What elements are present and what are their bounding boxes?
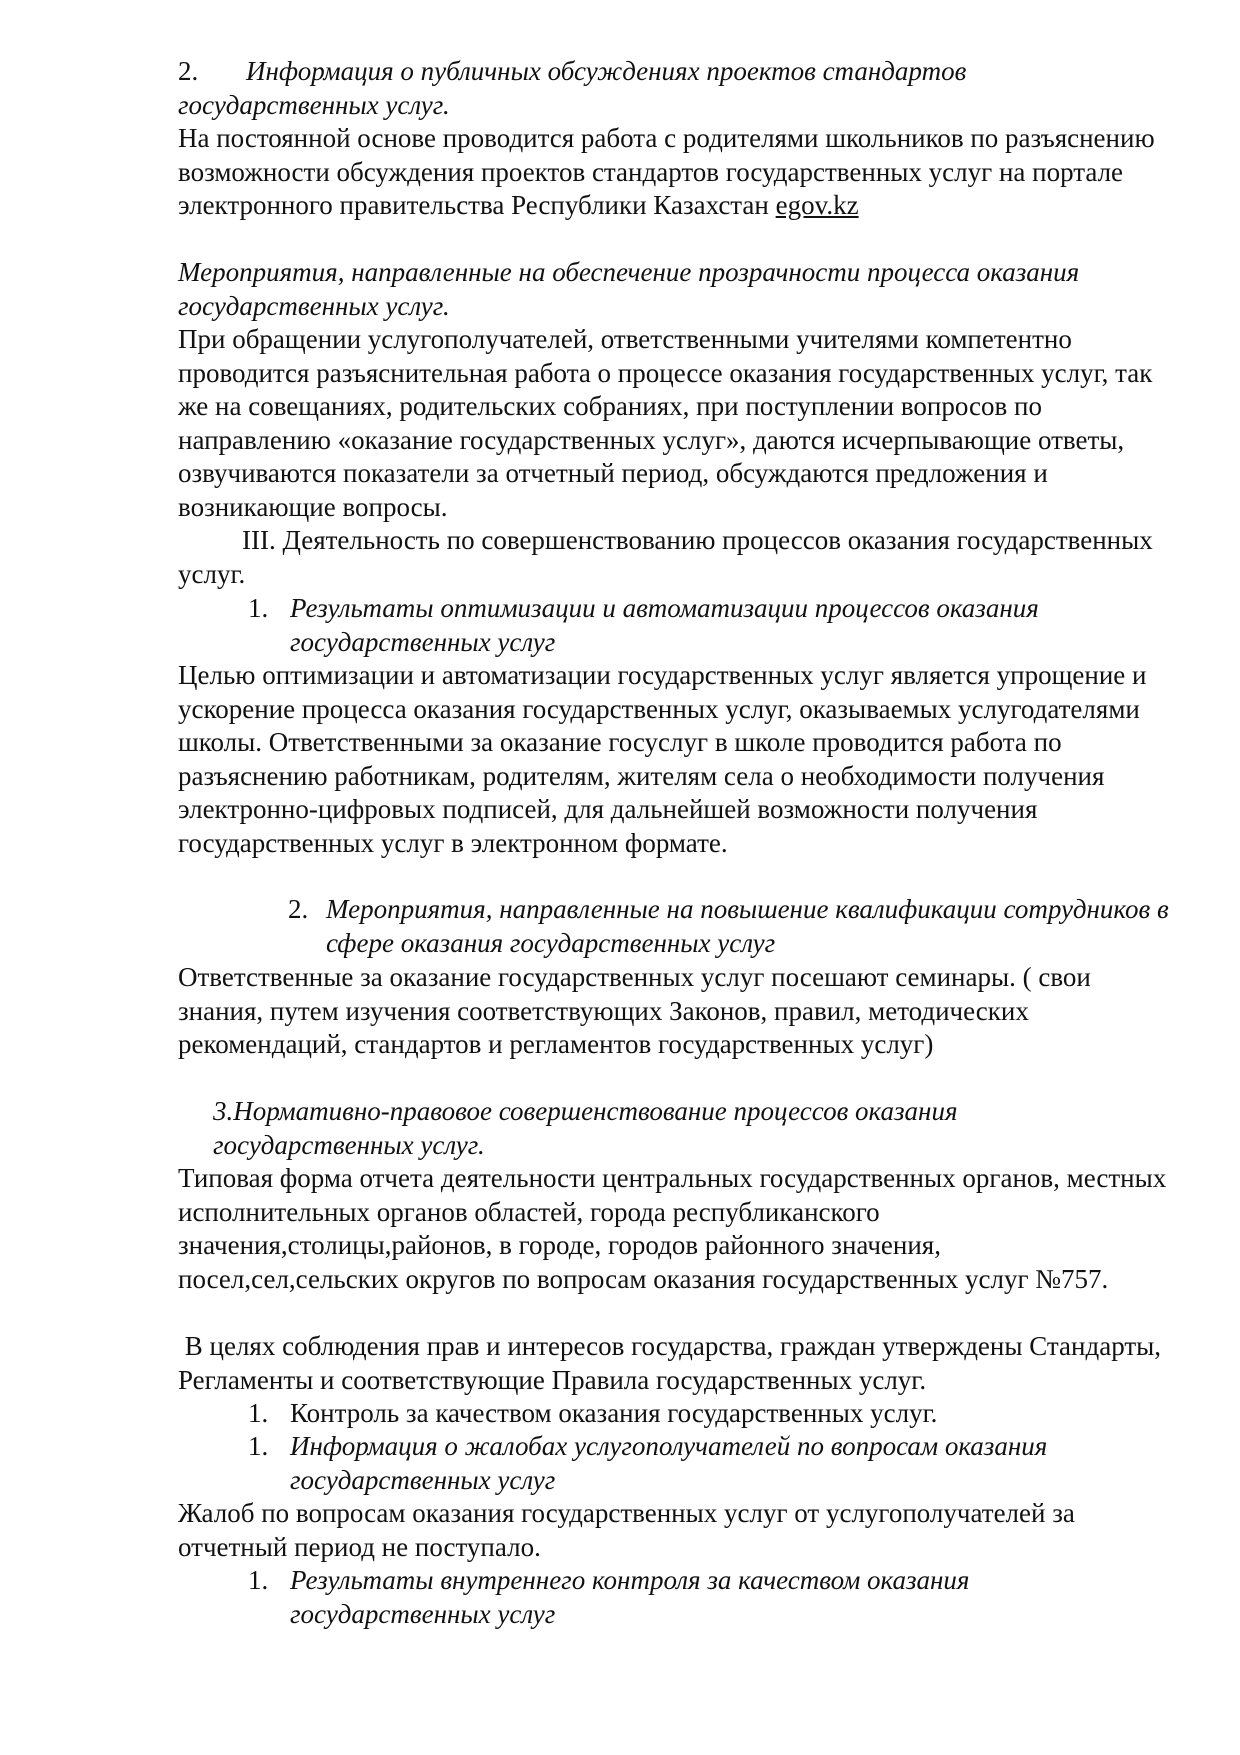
paragraph-optimization: Целью оптимизации и автоматизации государственных услуг является упрощение и ускорение процесса оказания государственных услуг, оказываемых услугодателями школы. Ответственными за оказание госуслуг в школе проводится работа по разъяснению работникам, родителям, жителям села о необходимости получения электронно-цифровых подписей, для дальнейшей возможности получения государственных услуг в электронном формате. — [178, 660, 1147, 858]
list-item-title: Информация о жалобах услугополучателей по вопросам оказания государственных услуг — [290, 1431, 1048, 1495]
list-item-number: 1. — [248, 1431, 269, 1461]
list-item-number: 1. — [248, 1565, 269, 1595]
section-2-number: 2. — [178, 56, 199, 86]
paragraph-complaints: Жалоб по вопросам оказания государственных услуг от услугополучателей за отчетный период не поступало. — [178, 1498, 1075, 1562]
paragraph-standards: В целях соблюдения прав и интересов государства, граждан утверждены Стандарты, Регламенты и соответствующие Правила государственных услуг. — [178, 1331, 1168, 1395]
list-item-number: 1. — [248, 593, 269, 623]
paragraph-transparency: При обращении услугополучателей, ответственными учителями компетентно проводится разъяснительная работа о процессе оказания государственных услуг, так же на совещаниях, родительских собраниях, при поступлении вопросов по направлению «оказание государственных услуг», даются исчерпывающие ответы, озвучиваются показатели за отчетный период, обсуждаются предложения и возникающие вопросы. — [178, 324, 1153, 522]
egov-link[interactable]: egov.kz — [775, 190, 859, 220]
section-2-heading — [178, 55, 1168, 122]
list-item-optimization — [248, 592, 1190, 659]
paragraph-report-form: Типовая форма отчета деятельности центральных государственных органов, местных исполнительных органов областей, города республиканского значения,столицы,районов, в городе, городов районного значения, посел,сел,сельских округов по вопросам оказания государственных услуг №757. — [178, 1163, 1167, 1294]
list-item-quality-control — [248, 1397, 1148, 1431]
list-item-title: Мероприятия, направленные на повышение квалификации сотрудников в сфере оказания государственных услуг — [326, 894, 1169, 958]
list-item-number: 2. — [288, 894, 309, 924]
section-2-title: Информация о публичных обсуждениях проектов стандартов государственных услуг. — [178, 56, 967, 120]
section-3-heading: III. Деятельность по совершенствованию процессов оказания государственных услуг. — [178, 525, 1153, 589]
list-item-complaints — [248, 1430, 1190, 1497]
paragraph-public-discussion — [178, 122, 1168, 223]
list-item-title: Результаты оптимизации и автоматизации процессов оказания государственных услуг — [290, 593, 1039, 657]
transparency-heading: Мероприятия, направленные на обеспечение прозрачности процесса оказания государственных услуг. — [178, 257, 1080, 321]
paragraph-seminars: Ответственные за оказание государственных услуг посешают семинары. ( свои знания, путем изучения соответствующих Законов, правил, методических рекомендаций, стандартов и регламентов государственных услуг) — [178, 962, 1091, 1059]
list-item-qualification — [288, 893, 1186, 960]
list-item-internal-control — [248, 1564, 1170, 1631]
list-item-title: Контроль за качеством оказания государственных услуг. — [290, 1398, 938, 1428]
list-item-legal-improvement: 3.Нормативно-правовое совершенствование процессов оказания государственных услуг. — [213, 1096, 958, 1160]
paragraph-public-discussion-text: На постоянной основе проводится работа с родителями школьников по разъяснению возможности обсуждения проектов стандартов государственных услуг на портале электронного правительства Республики Казахстан — [178, 123, 1155, 220]
list-item-title: Результаты внутреннего контроля за качеством оказания государственных услуг — [290, 1565, 970, 1629]
list-item-number: 1. — [248, 1398, 269, 1428]
